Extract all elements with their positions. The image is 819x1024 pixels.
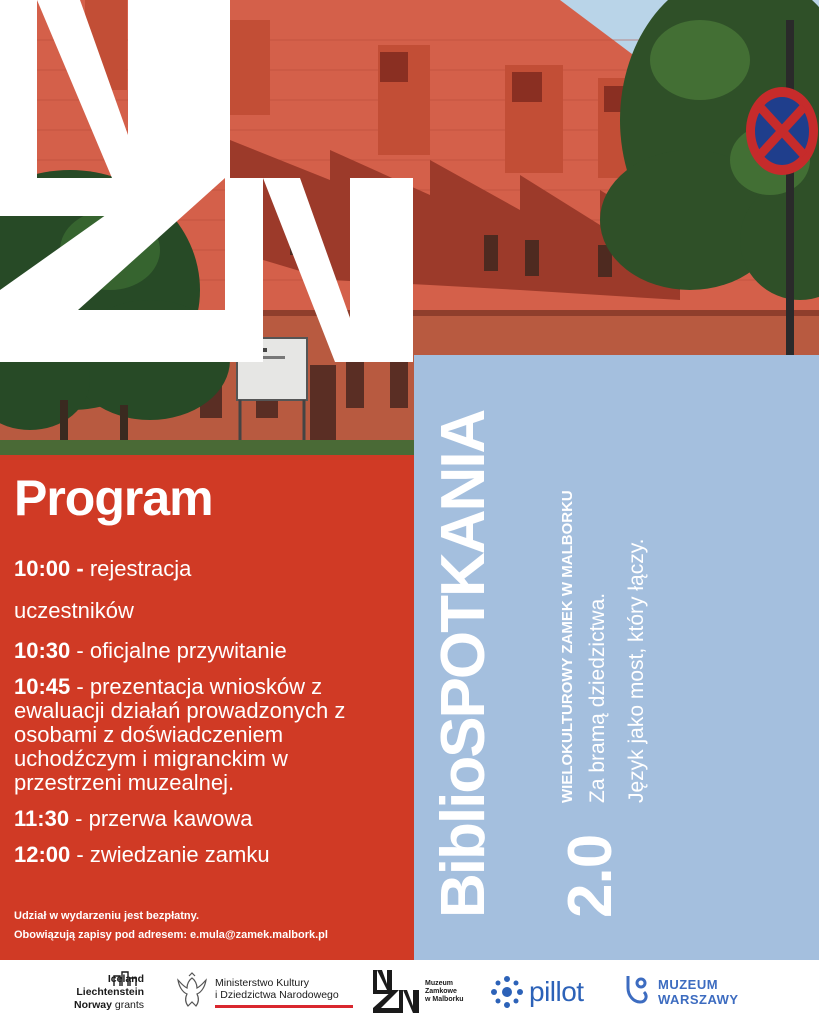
schedule-item: 10:30 - oficjalne przywitanie	[14, 638, 287, 663]
ministry-logo: Ministerstwo Kultury i Dziedzictwa Narodowego	[175, 960, 353, 1024]
schedule-item: 10:00 - rejestracja	[14, 556, 192, 581]
sponsor-logos	[0, 960, 819, 1024]
pillot-dots-icon	[489, 974, 525, 1010]
program-panel	[0, 455, 414, 960]
schedule-item: uczestników	[14, 598, 134, 623]
schedule-item: 12:00 - zwiedzanie zamku	[14, 842, 270, 867]
event-tagline-1: Za bramą dziedzictwa.	[586, 592, 609, 803]
eea-grants-logo: Iceland Liechtenstein Norway grants	[74, 960, 140, 1024]
pillot-logo: pillot	[489, 960, 584, 1024]
museum-zamkowe-logo: Muzeum Zamkowe w Malborku	[373, 960, 464, 1024]
event-name: BiblioSPOTKANIA	[429, 410, 498, 918]
schedule-item: 11:30 - przerwa kawowa	[14, 806, 253, 831]
eea-grants-icon	[112, 970, 140, 988]
program-title: Program	[14, 470, 213, 526]
event-tagline-2: Język jako most, który łączy.	[625, 538, 648, 803]
mw-mermaid-icon	[624, 972, 652, 1012]
no-stopping-sign-icon	[742, 85, 819, 177]
schedule-item: 10:45 - prezentacja wniosków z ewaluacji działań prowadzonych z osobami z doświadczeniem uchodźczym i migranckim w przestrzeni muzealnej.	[14, 674, 346, 795]
registration-note: Udział w wydarzeniu jest bezpłatny. Obowiązują zapisy pod adresem: e.mula@zamek.malbork.pl	[14, 910, 328, 941]
mzm-large-logo-icon	[0, 0, 420, 365]
mzm-monogram-icon	[373, 970, 421, 1014]
muzeum-warszawy-logo: MUZEUM WARSZAWY	[624, 960, 739, 1024]
eagle-emblem-icon	[175, 972, 209, 1012]
event-version: 2.0	[556, 834, 625, 918]
event-subtitle: WIELOKULTUROWY ZAMEK W MALBORKU	[559, 490, 576, 803]
